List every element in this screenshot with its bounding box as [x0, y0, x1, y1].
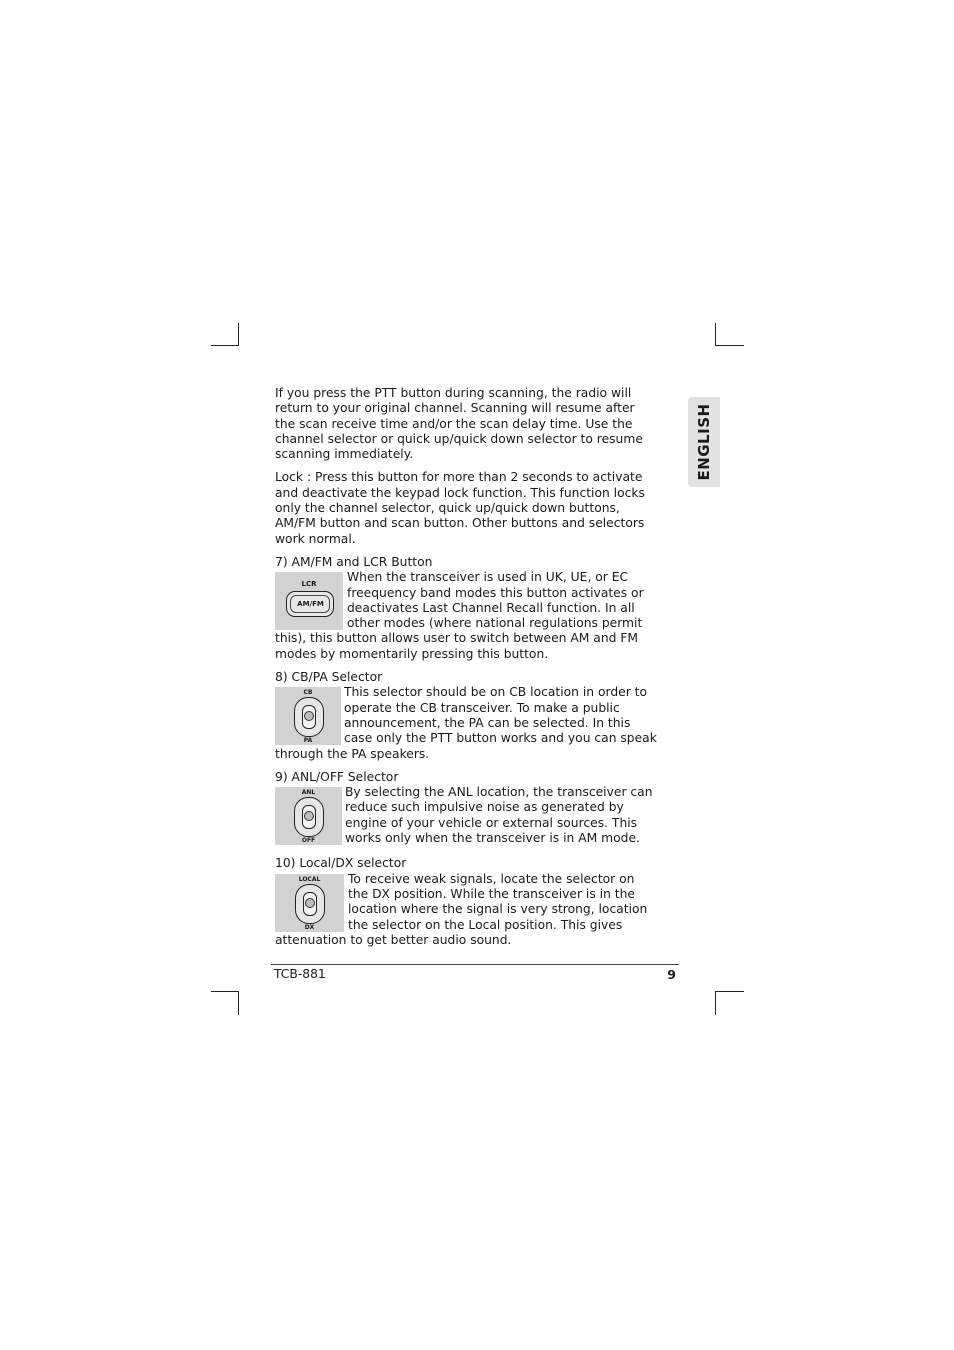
section-text-wrapped: When the transceiver is used in UK, UE, or EC freequency band modes this button activates or deactivates Last Channel Recall function. In all other modes (where national regulations permit [347, 570, 644, 631]
crop-mark-top-right-h [716, 345, 744, 346]
language-tab-label: ENGLISH [695, 403, 713, 481]
lock-paragraph: Lock : Press this button for more than 2 seconds to activate and deactivate the keypad lock function. This function locks only the channel selector, quick up/quick down buttons, AM/FM button and scan button. Other buttons and selectors work normal. [275, 470, 645, 546]
page-number: 9 [667, 967, 676, 982]
crop-mark-bottom-left-v [238, 991, 239, 1015]
crop-mark-top-left-v [238, 323, 239, 346]
page-content [275, 386, 657, 948]
language-tab [688, 397, 720, 487]
scan-paragraph: If you press the PTT button during scanning, the radio will return to your original channel. Scanning will resume after the scan receive time and/or the scan delay time. Use the channel selector or quick up/quick down selector to resume scanning immediately. [275, 386, 643, 462]
am-fm-lcr-button-icon [275, 572, 343, 630]
section-title: 9) ANL/OFF Selector [275, 769, 399, 784]
crop-mark-bottom-right-h [716, 991, 744, 992]
icon-button-label: AM/FM [297, 600, 324, 609]
section-text-full: through the PA speakers. [275, 746, 430, 761]
section-anl-off [275, 770, 657, 846]
crop-mark-top-right-v [715, 323, 716, 346]
icon-bottom-label: DX [304, 923, 315, 931]
section-text-wrapped: To receive weak signals, locate the selector on the DX position. While the transceiver is in the location where the signal is very strong, location the selector on the Local position. This gives [348, 871, 648, 932]
crop-mark-bottom-left-h [211, 991, 238, 992]
icon-bottom-label: PA [303, 737, 313, 745]
section-text-full: attenuation to get better audio sound. [275, 932, 512, 947]
icon-top-label: LCR [301, 580, 317, 589]
section-am-fm-lcr [275, 555, 657, 662]
cb-pa-switch-icon [275, 687, 341, 745]
anl-off-switch-icon [275, 787, 342, 845]
section-text-wrapped: This selector should be on CB location in order to operate the CB transceiver. To make a public announcement, the PA can be selected. In this case only the PTT button works and you can speak [344, 685, 657, 746]
crop-mark-bottom-right-v [715, 991, 716, 1015]
section-title: 10) Local/DX selector [275, 856, 407, 871]
section-cb-pa [275, 670, 657, 762]
crop-mark-top-left-h [211, 345, 238, 346]
footer-model: TCB-881 [274, 967, 326, 981]
icon-top-label: CB [303, 689, 313, 697]
icon-top-label: LOCAL [298, 875, 321, 883]
section-text-full: this), this button allows user to switch between AM and FM modes by momentarily pressing this button. [275, 631, 639, 661]
icon-bottom-label: OFF [301, 837, 316, 845]
section-title: 8) CB/PA Selector [275, 670, 383, 685]
section-text-wrapped: By selecting the ANL location, the transceiver can reduce such impulsive noise as generated by engine of your vehicle or external sources. This works only when the transceiver is in AM mode. [345, 785, 653, 846]
section-local-dx [275, 856, 657, 948]
icon-top-label: ANL [301, 789, 316, 797]
section-title: 7) AM/FM and LCR Button [275, 554, 433, 569]
footer-divider [271, 964, 679, 965]
local-dx-switch-icon [275, 874, 344, 932]
